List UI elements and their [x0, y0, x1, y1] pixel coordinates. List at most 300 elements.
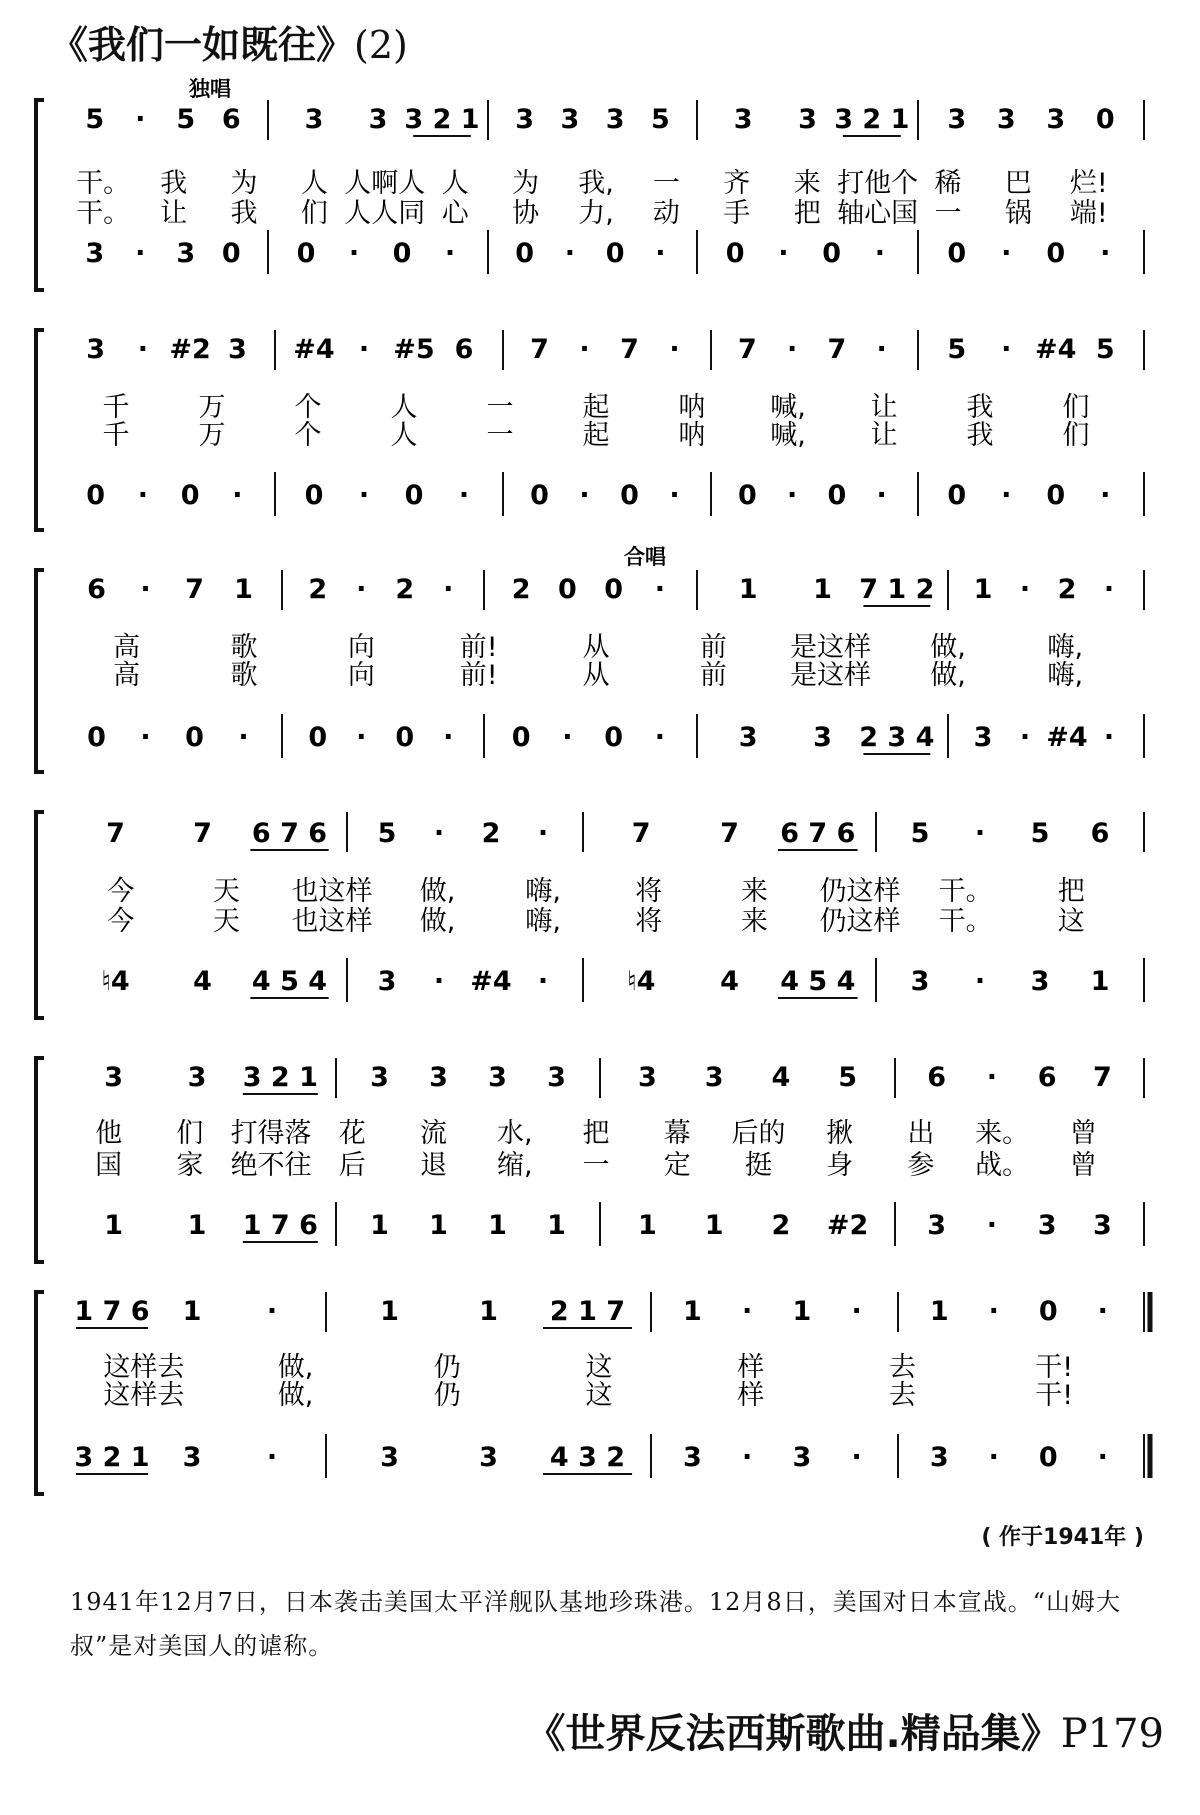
voice1-note: 7 1 2 — [859, 574, 935, 605]
lyric-syllable: 手 — [723, 198, 751, 229]
lyric-syllable: 烂! — [1069, 168, 1108, 199]
lyric-syllable: 花 — [338, 1118, 366, 1149]
lyric-syllable: 心 — [441, 198, 469, 229]
voice1-note: 3 2 1 — [404, 104, 480, 135]
lyric-syllable: 锅 — [1004, 198, 1032, 229]
lyric-syllable: 人 — [390, 420, 418, 451]
voice1-note: · — [1001, 334, 1012, 365]
lyric-syllable: 们 — [1062, 420, 1090, 451]
lyric-syllable: 天 — [212, 876, 240, 907]
lyric-syllable: 万 — [198, 420, 226, 451]
voice2-note: · — [1103, 722, 1115, 753]
voice1-note: 1 — [380, 1296, 399, 1327]
voice1-note: · — [1019, 574, 1031, 605]
voice1-note: 6 — [221, 104, 241, 135]
lyric-syllable: 曾 — [1069, 1150, 1097, 1181]
voice1-note: 5 — [176, 104, 196, 135]
lyric-syllable: 们 — [176, 1118, 204, 1149]
voice2-note: 3 — [682, 1442, 702, 1473]
voice2-note: 0 — [180, 480, 200, 511]
voice2-note: 0 — [725, 238, 745, 269]
voice1-note: 1 — [929, 1296, 949, 1327]
voice2-note: 3 — [1037, 1210, 1057, 1241]
lyric-syllable: 做, — [419, 876, 456, 907]
voice2-note: 0 — [221, 238, 241, 269]
lyric-syllable: 做, — [930, 632, 966, 663]
lyric-syllable: 今 — [107, 906, 135, 937]
page-title: 《我们一如既往》(2) — [50, 23, 408, 67]
voice2-note: 1 — [547, 1210, 566, 1241]
lyric-syllable: 这样去 — [103, 1380, 185, 1411]
voice2-note: · — [564, 238, 576, 269]
voice1-note: #2 — [169, 334, 211, 365]
lyric-syllable: 高 — [113, 660, 141, 691]
voice1-note: · — [140, 574, 151, 605]
voice1-note: 3 — [104, 1062, 124, 1093]
lyric-syllable: 缩, — [496, 1150, 533, 1181]
lyric-syllable: 协 — [512, 198, 540, 229]
voice2-note: 3 — [85, 238, 105, 269]
voice2-note: · — [1019, 722, 1031, 753]
voice1-note: · — [988, 1296, 999, 1327]
voice1-note: · — [137, 334, 149, 365]
system-bracket — [36, 570, 44, 772]
voice2-note: 0 — [604, 722, 624, 753]
lyric-syllable: 是这样 — [790, 660, 872, 691]
voice1-note: 6 — [927, 1062, 947, 1093]
voice1-note: 1 — [479, 1296, 498, 1327]
lyric-syllable: 干。 — [76, 168, 131, 199]
voice1-note: 2 — [511, 574, 531, 605]
lyric-syllable: 人 — [300, 168, 328, 199]
voice1-note: 3 2 1 — [242, 1062, 318, 1093]
lyric-syllable: 一 — [486, 392, 514, 423]
lyric-syllable: 去 — [888, 1380, 916, 1411]
voice1-note: · — [433, 818, 445, 849]
lyric-syllable: 我 — [160, 168, 188, 199]
lyric-syllable: 我 — [230, 198, 258, 229]
lyric-syllable: 将 — [635, 876, 663, 907]
lyric-syllable: 仍这样 — [819, 906, 901, 937]
system-bracket — [36, 1292, 44, 1494]
voice2-note: ♮4 — [626, 966, 656, 997]
voice2-note: · — [458, 480, 470, 511]
solo-mark: 独唱 — [189, 77, 231, 101]
voice1-note: 1 7 6 — [74, 1296, 150, 1327]
voice2-note: 0 — [947, 480, 967, 511]
voice2-note: 0 — [515, 238, 535, 269]
voice1-note: 3 — [996, 104, 1016, 135]
voice2-note: 3 2 1 — [74, 1442, 150, 1473]
voice2-note: · — [988, 1442, 999, 1473]
lyric-syllable: 来 — [740, 906, 768, 937]
lyric-syllable: 万 — [198, 392, 226, 423]
voice1-note: · — [669, 334, 680, 365]
lyric-syllable: 个 — [294, 392, 322, 423]
voice1-note: 5 — [1030, 818, 1050, 849]
voice1-note: #4 — [293, 334, 335, 365]
voice1-note: 2 — [308, 574, 328, 605]
voice1-note: 3 — [304, 104, 324, 135]
voice2-note: · — [238, 722, 249, 753]
lyric-syllable: 向 — [347, 660, 375, 691]
voice2-note: 0 — [395, 722, 415, 753]
voice1-note: · — [135, 104, 146, 135]
lyric-syllable: 做, — [277, 1352, 314, 1383]
system-bracket — [36, 330, 44, 530]
lyric-syllable: 让 — [870, 392, 898, 423]
voice1-note: 3 — [86, 334, 106, 365]
voice1-note: · — [851, 1296, 862, 1327]
voice1-note: 3 — [704, 1062, 724, 1093]
voice2-note: 3 — [738, 722, 758, 753]
lyric-syllable: 去 — [888, 1352, 916, 1383]
lyric-syllable: 人人同 — [344, 198, 426, 229]
voice1-note: 0 — [1038, 1296, 1058, 1327]
voice1-note: 2 — [481, 818, 501, 849]
voice2-note: · — [1001, 238, 1012, 269]
voice2-note: 1 7 6 — [242, 1210, 318, 1241]
voice1-note: · — [876, 334, 887, 365]
voice2-note: · — [786, 480, 798, 511]
voice2-note: 0 — [827, 480, 847, 511]
lyric-syllable: 让 — [160, 198, 188, 229]
lyric-syllable: 嗨, — [525, 876, 561, 907]
voice2-note: 1 — [187, 1210, 207, 1241]
lyric-syllable: 千 — [102, 420, 130, 451]
lyric-syllable: 把 — [582, 1118, 610, 1149]
lyric-syllable: 我 — [966, 420, 994, 451]
lyric-syllable: 们 — [1062, 392, 1090, 423]
voice1-note: 3 — [733, 104, 753, 135]
voice1-note: 3 — [187, 1062, 207, 1093]
voice2-note: · — [232, 480, 243, 511]
voice2-note: 0 — [404, 480, 424, 511]
voice1-note: · — [1097, 1296, 1108, 1327]
lyric-syllable: 嗨, — [525, 906, 561, 937]
voice1-note: 1 — [813, 574, 832, 605]
voice1-note: 1 — [738, 574, 758, 605]
lyric-syllable: 这 — [585, 1380, 613, 1411]
lyric-syllable: 样 — [737, 1352, 765, 1383]
voice2-note: · — [266, 1442, 278, 1473]
voice2-note: · — [562, 722, 573, 753]
voice1-note: 4 — [771, 1062, 791, 1093]
voice2-note: · — [778, 238, 789, 269]
voice2-note: · — [140, 722, 151, 753]
voice2-note: · — [433, 966, 445, 997]
voice2-note: · — [1100, 238, 1111, 269]
voice2-note: · — [579, 480, 590, 511]
lyric-syllable: 稀 — [934, 168, 962, 199]
voice2-note: · — [851, 1442, 862, 1473]
voice2-note: · — [356, 722, 367, 753]
voice1-note: 3 — [798, 104, 817, 135]
voice1-note: 7 — [827, 334, 847, 365]
voice2-note: 3 — [176, 238, 196, 269]
voice2-note: 3 — [1030, 966, 1050, 997]
lyric-syllable: 来 — [793, 168, 821, 199]
voice1-note: 7 — [530, 334, 549, 365]
lyric-syllable: 干。 — [938, 876, 993, 907]
voice2-note: 0 — [87, 722, 106, 753]
voice1-note: 2 — [1057, 574, 1077, 605]
lyric-syllable: 前 — [699, 660, 727, 691]
lyric-syllable: 打他个 — [837, 168, 919, 199]
voice1-note: 3 — [547, 1062, 566, 1093]
voice1-note: 7 — [737, 334, 757, 365]
lyric-syllable: 出 — [907, 1118, 935, 1149]
voice2-note: 0 — [511, 722, 531, 753]
lyric-syllable: 做, — [930, 660, 966, 691]
voice2-note: 3 — [377, 966, 397, 997]
voice2-note: 4 — [720, 966, 739, 997]
composition-date: ( 作于1941年 ) — [981, 1525, 1144, 1550]
voice1-note: 3 — [605, 104, 625, 135]
lyric-syllable: 呐 — [678, 420, 706, 451]
lyric-syllable: 仍 — [433, 1380, 461, 1411]
voice2-note: 0 — [620, 480, 639, 511]
voice1-note: 3 — [515, 104, 535, 135]
lyric-syllable: 是这样 — [790, 632, 872, 663]
voice1-note: 6 — [87, 574, 106, 605]
lyric-syllable: 把 — [793, 198, 821, 229]
voice2-note: 0 — [86, 480, 106, 511]
voice2-note: 1 — [1090, 966, 1110, 997]
lyric-syllable: 千 — [102, 392, 130, 423]
voice1-note: · — [358, 334, 370, 365]
lyric-syllable: 流 — [420, 1118, 448, 1149]
voice2-note: 0 — [1046, 238, 1066, 269]
system-bracket — [36, 100, 44, 290]
voice1-note: 5 — [85, 104, 105, 135]
lyric-syllable: 来。 — [975, 1118, 1030, 1149]
voice2-note: 1 — [488, 1210, 507, 1241]
voice1-note: #5 — [393, 334, 435, 365]
lyric-syllable: 这 — [585, 1352, 613, 1383]
lyric-syllable: 家 — [176, 1150, 204, 1181]
voice1-note: 3 — [488, 1062, 507, 1093]
voice1-note: 5 — [947, 334, 967, 365]
lyric-syllable: 绝不往 — [230, 1150, 312, 1181]
voice2-note: · — [135, 238, 146, 269]
voice2-note: 1 — [637, 1210, 657, 1241]
lyric-syllable: 参 — [907, 1150, 935, 1181]
voice2-note: · — [1100, 480, 1111, 511]
voice2-note: · — [444, 238, 456, 269]
lyric-syllable: 一 — [934, 198, 962, 229]
lyric-syllable: 一 — [652, 168, 680, 199]
voice1-note: 3 — [227, 334, 247, 365]
voice1-note: 1 — [973, 574, 993, 605]
voice1-note: · — [786, 334, 798, 365]
source-citation: 《世界反法西斯歌曲.精品集》P179 — [525, 1711, 1164, 1757]
voice2-note: 1 — [370, 1210, 389, 1241]
lyric-syllable: 高 — [113, 632, 141, 663]
voice2-note: · — [1001, 480, 1012, 511]
lyric-syllable: 前 — [699, 632, 727, 663]
lyric-syllable: 嗨, — [1047, 632, 1084, 663]
voice1-note: · — [443, 574, 454, 605]
voice1-note: 6 7 6 — [780, 818, 856, 849]
voice1-note: 3 — [1046, 104, 1066, 135]
lyric-syllable: 一 — [582, 1150, 610, 1181]
voice1-note: 5 — [650, 104, 670, 135]
lyric-syllable: 做, — [277, 1380, 314, 1411]
lyric-syllable: 起 — [582, 420, 610, 451]
lyric-syllable: 们 — [300, 198, 328, 229]
voice1-note: 6 — [1037, 1062, 1057, 1093]
lyric-syllable: 把 — [1057, 876, 1085, 907]
voice2-note: 0 — [737, 480, 757, 511]
voice1-note: 1 — [792, 1296, 812, 1327]
voice2-note: #4 — [470, 966, 512, 997]
lyric-syllable: 人啊人 — [344, 168, 426, 199]
voice2-note: 1 — [429, 1210, 448, 1241]
lyric-syllable: 呐 — [678, 392, 706, 423]
voice2-note: 3 — [479, 1442, 498, 1473]
lyric-syllable: 今 — [107, 876, 135, 907]
voice1-note: · — [986, 1062, 998, 1093]
voice2-note: · — [876, 480, 887, 511]
voice1-note: 1 — [682, 1296, 702, 1327]
system-bracket — [36, 1058, 44, 1262]
lyric-syllable: 将 — [635, 906, 663, 937]
voice1-note: 0 — [1095, 104, 1115, 135]
lyric-syllable: 干! — [1035, 1352, 1074, 1383]
voice1-note: 3 — [947, 104, 967, 135]
voice1-note: 7 — [185, 574, 204, 605]
voice1-note: 1 — [234, 574, 253, 605]
lyric-syllable: 国 — [95, 1150, 123, 1181]
voice1-note: 5 — [377, 818, 397, 849]
lyric-syllable: 前! — [459, 660, 498, 691]
voice2-note: · — [537, 966, 549, 997]
voice2-note: 3 — [973, 722, 993, 753]
lyric-syllable: 打得落 — [230, 1118, 312, 1149]
lyric-syllable: 轴心国 — [837, 198, 919, 229]
voice1-note: 6 7 6 — [251, 818, 328, 849]
voice2-note: #4 — [1046, 722, 1088, 753]
voice2-note: #2 — [826, 1210, 869, 1241]
lyric-syllable: 做, — [419, 906, 456, 937]
voice1-note: 3 — [368, 104, 388, 135]
voice1-note: · — [356, 574, 367, 605]
lyric-syllable: 人 — [441, 168, 469, 199]
lyric-syllable: 来 — [740, 876, 768, 907]
lyric-syllable: 从 — [582, 632, 610, 663]
voice1-note: 2 1 7 — [549, 1296, 626, 1327]
lyric-syllable: 从 — [582, 660, 610, 691]
voice1-note: · — [974, 818, 986, 849]
voice1-note: · — [741, 1296, 753, 1327]
lyric-syllable: 也这样 — [291, 876, 373, 907]
voice1-note: 7 — [620, 334, 639, 365]
voice2-note: · — [874, 238, 886, 269]
lyric-syllable: 为 — [512, 168, 540, 199]
voice2-note: 3 — [929, 1442, 949, 1473]
voice1-note: 3 — [370, 1062, 389, 1093]
voice2-note: 0 — [605, 238, 625, 269]
lyric-syllable: 也这样 — [291, 906, 373, 937]
voice1-note: 5 — [1095, 334, 1115, 365]
lyric-syllable: 这 — [1057, 906, 1085, 937]
lyric-syllable: 退 — [420, 1150, 448, 1181]
lyric-syllable: 巴 — [1004, 168, 1032, 199]
voice2-note: 0 — [1038, 1442, 1058, 1473]
voice2-note: 3 — [1092, 1210, 1112, 1241]
voice1-note: 7 — [193, 818, 212, 849]
voice1-note: 7 — [1092, 1062, 1112, 1093]
lyric-syllable: 战。 — [975, 1150, 1030, 1181]
voice2-note: 4 5 4 — [780, 966, 856, 997]
lyric-syllable: 我 — [966, 392, 994, 423]
voice2-note: 0 — [304, 480, 324, 511]
lyric-syllable: 喊, — [770, 420, 806, 451]
voice2-note: · — [669, 480, 680, 511]
voice2-note: · — [654, 722, 666, 753]
voice2-note: · — [741, 1442, 753, 1473]
lyric-syllable: 向 — [347, 632, 375, 663]
voice2-note: 0 — [392, 238, 412, 269]
voice1-note: 7 — [720, 818, 739, 849]
voice2-note: 3 — [910, 966, 930, 997]
lyric-syllable: 人 — [390, 392, 418, 423]
voice1-note: · — [654, 574, 666, 605]
lyric-syllable: 他 — [95, 1118, 123, 1149]
voice1-note: 5 — [838, 1062, 858, 1093]
lyric-syllable: 齐 — [723, 168, 751, 199]
voice2-note: · — [655, 238, 666, 269]
lyric-syllable: 后 — [338, 1150, 366, 1181]
lyric-syllable: 端! — [1069, 198, 1108, 229]
voice1-note: 0 — [604, 574, 624, 605]
voice2-note: 0 — [296, 238, 316, 269]
voice2-note: 2 — [771, 1210, 791, 1241]
lyric-syllable: 天 — [212, 906, 240, 937]
footnote: 1941年12月7日，日本袭击美国太平洋舰队基地珍珠港。12月8日，美国对日本宣战。“山姆大叔”是对美国人的谑称。 — [70, 1588, 1121, 1660]
lyric-syllable: 嗨, — [1047, 660, 1084, 691]
voice2-note: 0 — [1046, 480, 1066, 511]
lyric-syllable: 力, — [578, 198, 614, 229]
lyric-syllable: 我, — [578, 168, 614, 199]
lyric-syllable: 一 — [486, 420, 514, 451]
voice2-note: 0 — [822, 238, 842, 269]
voice1-note: 7 — [106, 818, 125, 849]
voice2-note: 0 — [947, 238, 967, 269]
voice2-note: 0 — [530, 480, 549, 511]
lyric-syllable: 仍 — [433, 1352, 461, 1383]
voice1-note: · — [537, 818, 549, 849]
voice2-note: 0 — [308, 722, 328, 753]
voice1-note: 6 — [454, 334, 474, 365]
voice1-note: 2 — [395, 574, 415, 605]
voice2-note: 0 — [185, 722, 204, 753]
lyric-syllable: 动 — [652, 198, 680, 229]
system-bracket — [36, 812, 44, 1018]
voice1-note: · — [266, 1296, 278, 1327]
voice1-note: 0 — [557, 574, 577, 605]
lyric-syllable: 揪 — [826, 1118, 854, 1149]
voice2-note: ♮4 — [101, 966, 130, 997]
voice1-note: 1 — [182, 1296, 202, 1327]
voice2-note: · — [1097, 1442, 1108, 1473]
lyric-syllable: 为 — [230, 168, 258, 199]
voice1-note: 5 — [910, 818, 930, 849]
lyric-syllable: 仍这样 — [819, 876, 901, 907]
voice2-note: 3 — [792, 1442, 812, 1473]
voice2-note: · — [986, 1210, 998, 1241]
